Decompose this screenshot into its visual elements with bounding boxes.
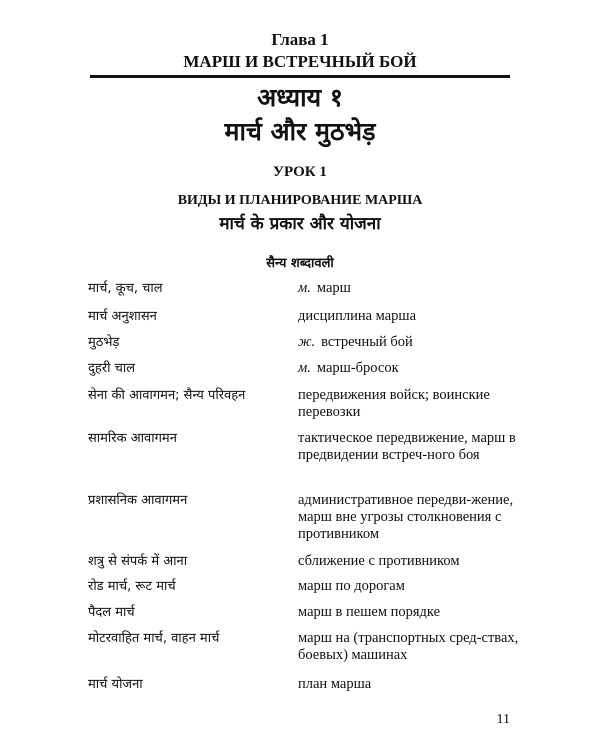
vocabulary-entry bbox=[88, 387, 528, 430]
chapter-label-ru: Глава 1 bbox=[271, 30, 329, 49]
translation: план марша bbox=[298, 676, 372, 692]
translation: сближение с противником bbox=[298, 553, 460, 569]
vocabulary-entry bbox=[88, 280, 528, 308]
vocabulary-entry bbox=[88, 334, 528, 360]
term-hindi: मोटरवाहित मार्च, वाहन मार्च bbox=[88, 631, 220, 646]
translation: марш на (транспортных сред-ствах, боевых) машинах bbox=[298, 630, 519, 663]
term-russian bbox=[298, 492, 528, 543]
vocabulary-entry bbox=[88, 676, 528, 702]
grammar-mark: м. bbox=[298, 360, 311, 376]
term-russian bbox=[298, 387, 528, 421]
chapter-title-hi: मार्च और मुठभेड़ bbox=[224, 117, 376, 146]
term-russian bbox=[298, 604, 528, 621]
grammar-mark: м. bbox=[298, 280, 311, 296]
chapter-title-ru: МАРШ И ВСТРЕЧНЫЙ БОЙ bbox=[183, 52, 417, 71]
translation: тактическое передвижение, марш в предвидении встреч-ного боя bbox=[298, 430, 516, 463]
term-hindi: पैदल मार्च bbox=[88, 605, 135, 620]
page-number: 11 bbox=[496, 712, 510, 727]
chapter-label-hi: अध्याय १ bbox=[257, 83, 343, 112]
translation: марш bbox=[316, 280, 351, 296]
vocabulary-entry bbox=[88, 360, 528, 387]
translation: административное передви-жение, марш вне угрозы столкновения с противником bbox=[298, 492, 514, 542]
chapter-divider bbox=[90, 75, 510, 78]
term-russian bbox=[298, 578, 528, 595]
translation: дисциплина марша bbox=[298, 308, 417, 324]
term-russian bbox=[298, 360, 528, 377]
term-hindi: सेना की आवागमन; सैन्य परिवहन bbox=[88, 388, 246, 403]
lesson-label-ru: УРОК 1 bbox=[273, 164, 327, 180]
term-hindi: मार्च, कूच, चाल bbox=[88, 281, 163, 296]
vocabulary-entry bbox=[88, 430, 528, 492]
grammar-mark: ж. bbox=[298, 334, 316, 350]
vocabulary-list bbox=[88, 280, 528, 702]
vocabulary-entry bbox=[88, 553, 528, 578]
lesson-title-hi: मार्च के प्रकार और योजना bbox=[219, 214, 381, 234]
vocabulary-entry bbox=[88, 630, 528, 676]
vocabulary-entry bbox=[88, 578, 528, 604]
term-russian bbox=[298, 308, 528, 325]
term-hindi: मुठभेड़ bbox=[88, 335, 120, 350]
term-russian bbox=[298, 334, 528, 351]
term-hindi: मार्च योजना bbox=[88, 677, 143, 692]
vocabulary-entry bbox=[88, 492, 528, 553]
translation: марш по дорогам bbox=[298, 578, 405, 594]
lesson-title-ru: ВИДЫ И ПЛАНИРОВАНИЕ МАРША bbox=[177, 193, 423, 208]
term-hindi: प्रशासनिक आवागमन bbox=[88, 493, 188, 508]
term-hindi: सामरिक आवागमन bbox=[88, 431, 177, 446]
term-hindi: दुहरी चाल bbox=[88, 361, 136, 376]
term-hindi: रोड मार्च, रूट मार्च bbox=[88, 579, 176, 594]
vocabulary-heading: सैन्य शब्दावली bbox=[266, 256, 334, 271]
term-russian bbox=[298, 430, 528, 464]
translation: марш в пешем порядке bbox=[298, 604, 441, 620]
translation: передвижения войск; воинские перевозки bbox=[298, 387, 490, 420]
term-russian bbox=[298, 553, 528, 570]
translation: марш-бросок bbox=[316, 360, 399, 376]
vocabulary-entry bbox=[88, 604, 528, 630]
term-hindi: मार्च अनुशासन bbox=[88, 309, 157, 324]
translation: встречный бой bbox=[321, 334, 413, 350]
vocabulary-entry bbox=[88, 308, 528, 334]
term-hindi: शत्रु से संपर्क में आना bbox=[88, 554, 188, 569]
term-russian bbox=[298, 676, 528, 693]
term-russian bbox=[298, 280, 528, 297]
term-russian bbox=[298, 630, 528, 664]
